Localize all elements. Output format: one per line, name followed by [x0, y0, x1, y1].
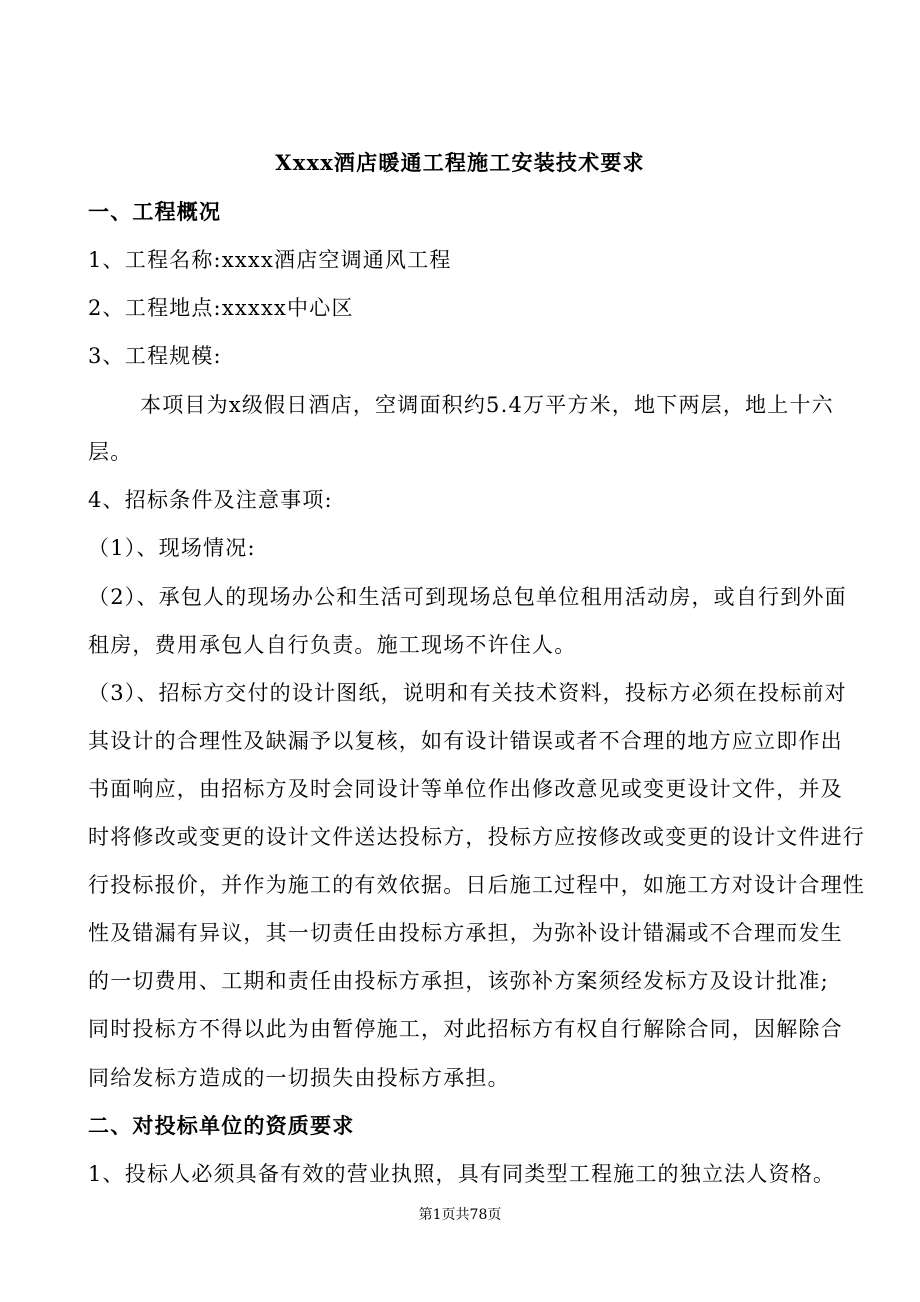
- page-footer: 第1页共78页: [418, 1207, 502, 1223]
- paragraph-line: 行投标报价，并作为施工的有效依据。日后施工过程中，如施工方对设计合理性: [88, 873, 865, 897]
- paragraph-line: 层。: [88, 440, 133, 464]
- paragraph-line: （2）、承包人的现场办公和生活可到现场总包单位租用活动房，或自行到外面: [88, 585, 847, 609]
- document-title: Xxxx酒店暖通工程施工安装技术要求: [275, 150, 645, 175]
- paragraph-line: 其设计的合理性及缺漏予以复核，如有设计错误或者不合理的地方应立即作出: [88, 729, 843, 753]
- bid-conditions-label: 4、招标条件及注意事项:: [88, 488, 333, 512]
- paragraph-line: 时将修改或变更的设计文件送达投标方，投标方应按修改或变更的设计文件进行: [88, 825, 865, 849]
- project-name: 1、工程名称:xxxx酒店空调通风工程: [88, 248, 452, 272]
- section-heading: 二、对投标单位的资质要求: [88, 1113, 355, 1138]
- project-scale-label: 3、工程规模:: [88, 344, 222, 368]
- paragraph-line: 同时投标方不得以此为由暂停施工，对此招标方有权自行解除合同，因解除合: [88, 1017, 843, 1041]
- project-location: 2、工程地点:xxxxx中心区: [88, 296, 354, 320]
- paragraph-line: 同给发标方造成的一切损失由投标方承担。: [88, 1066, 510, 1090]
- sub-item: （1）、现场情况:: [88, 536, 256, 560]
- paragraph-line: 的一切费用、工期和责任由投标方承担，该弥补方案须经发标方及设计批准;: [88, 969, 829, 993]
- section-heading: 一、工程概况: [88, 199, 222, 224]
- paragraph-line: 书面响应，由招标方及时会同设计等单位作出修改意见或变更设计文件，并及: [88, 777, 843, 801]
- paragraph-line: 本项目为x级假日酒店，空调面积约5.4万平方米，地下两层，地上十六: [140, 393, 834, 417]
- paragraph-line: （3）、招标方交付的设计图纸，说明和有关技术资料，投标方必须在投标前对: [88, 681, 847, 705]
- paragraph-line: 性及错漏有异议，其一切责任由投标方承担，为弥补设计错漏或不合理而发生: [88, 921, 843, 945]
- qualification-item: 1、投标人必须具备有效的营业执照，具有同类型工程施工的独立法人资格。: [88, 1162, 836, 1186]
- paragraph-line: 租房，费用承包人自行负责。施工现场不许住人。: [88, 633, 577, 657]
